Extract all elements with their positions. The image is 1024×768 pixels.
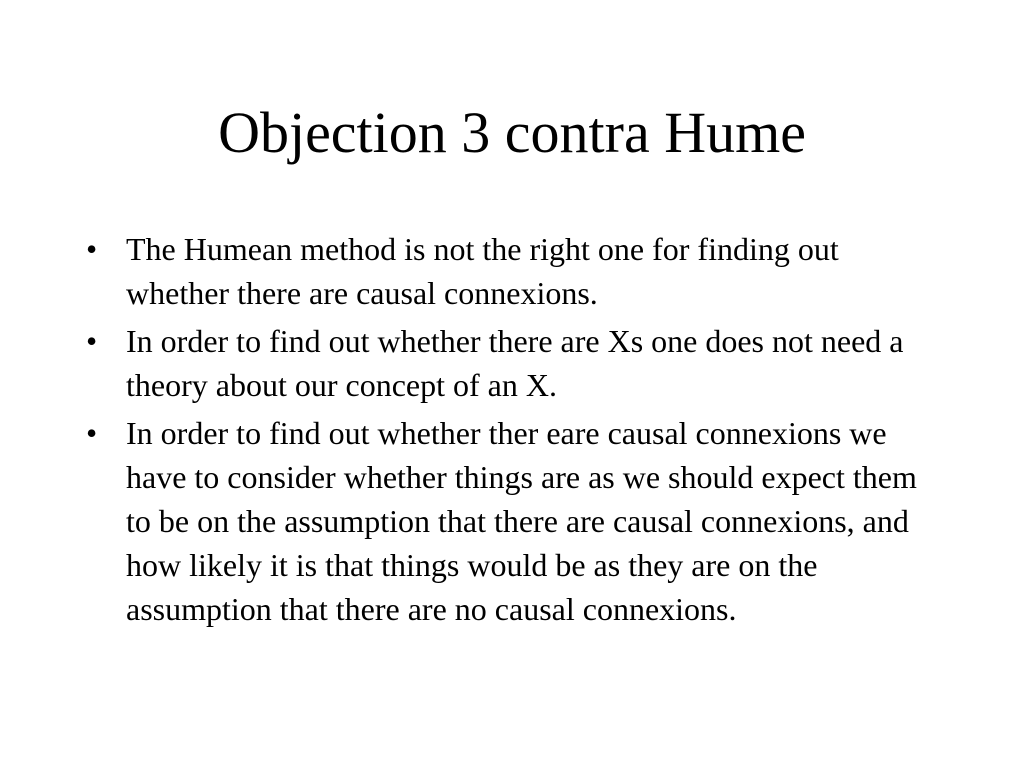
bullet-icon: • xyxy=(86,415,98,451)
bullet-text: In order to find out whether ther eare causal connexions we have to consider whether things are as we should expect them to be on the assumption that there are causal connexions, and how likely it is that things would be as they are on the assumption that there are no causal connexions. xyxy=(126,415,917,627)
bullet-text: The Humean method is not the right one for finding out whether there are causal connexions. xyxy=(126,231,839,311)
bullet-text: In order to find out whether there are Xs one does not need a theory about our concept of an X. xyxy=(126,323,904,403)
bullet-item xyxy=(86,227,946,315)
bullet-item xyxy=(86,319,946,407)
slide-title: Objection 3 contra Hume xyxy=(218,100,806,165)
bullet-item xyxy=(86,411,946,631)
bullet-icon: • xyxy=(86,323,98,359)
bullet-list xyxy=(86,227,946,635)
bullet-icon: • xyxy=(86,231,98,267)
